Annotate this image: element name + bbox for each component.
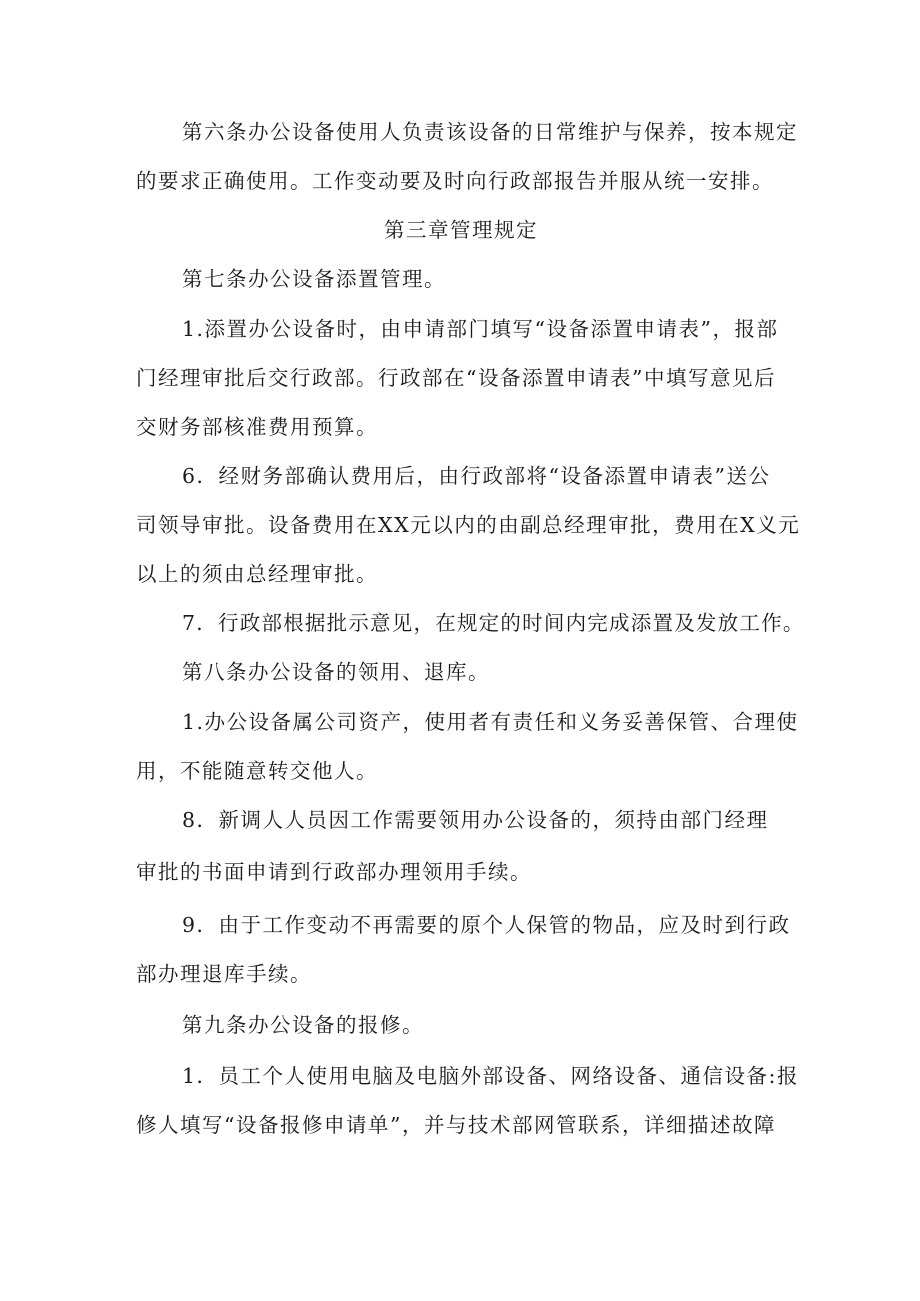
text-line: 第八条办公设备的领用、退库。 <box>182 660 490 684</box>
text-line: 第九条办公设备的报修。 <box>182 1013 424 1037</box>
text-line: 审批的书面申请到行政部办理领用手续。 <box>136 860 532 884</box>
text-line: 部办理退库手续。 <box>136 962 312 986</box>
section-heading: 第三章管理规定 <box>384 218 538 242</box>
text-line: 7．行政部根据批示意见，在规定的时间内完成添置及发放工作。 <box>182 611 805 635</box>
text-line: 司领导审批。设备费用在XX元以内的由副总经理审批，费用在X义元 <box>136 513 801 537</box>
text-line: 1.办公设备属公司资产，使用者有责任和义务妥善保管、合理使 <box>182 710 799 734</box>
text-line: 8．新调人人员因工作需要领用办公设备的，须持由部门经理 <box>182 808 769 832</box>
text-line: 门经理审批后交行政部。行政部在“设备添置申请表”中填写意见后 <box>136 366 776 390</box>
text-line: 1．员工个人使用电脑及电脑外部设备、网络设备、通信设备:报 <box>182 1064 799 1088</box>
text-line: 交财务部核准费用预算。 <box>136 415 378 439</box>
text-line: 第六条办公设备使用人负责该设备的日常维护与保养，按本规定 <box>182 120 798 144</box>
text-line: 第七条办公设备添置管理。 <box>182 267 446 291</box>
text-line: 的要求正确使用。工作变动要及时向行政部报告并服从统一安排。 <box>136 169 774 193</box>
text-line: 以上的须由总经理审批。 <box>136 562 378 586</box>
text-line: 1.添置办公设备时，由申请部门填写“设备添置申请表”，报部 <box>182 317 779 341</box>
text-line: 6．经财务部确认费用后，由行政部将“设备添置申请表”送公 <box>182 464 771 488</box>
text-line: 修人填写“设备报修申请单”，并与技术部网管联系，详细描述故障 <box>136 1113 776 1137</box>
text-line: 用，不能随意转交他人。 <box>136 759 378 783</box>
text-line: 9．由于工作变动不再需要的原个人保管的物品，应及时到行政 <box>182 913 791 937</box>
